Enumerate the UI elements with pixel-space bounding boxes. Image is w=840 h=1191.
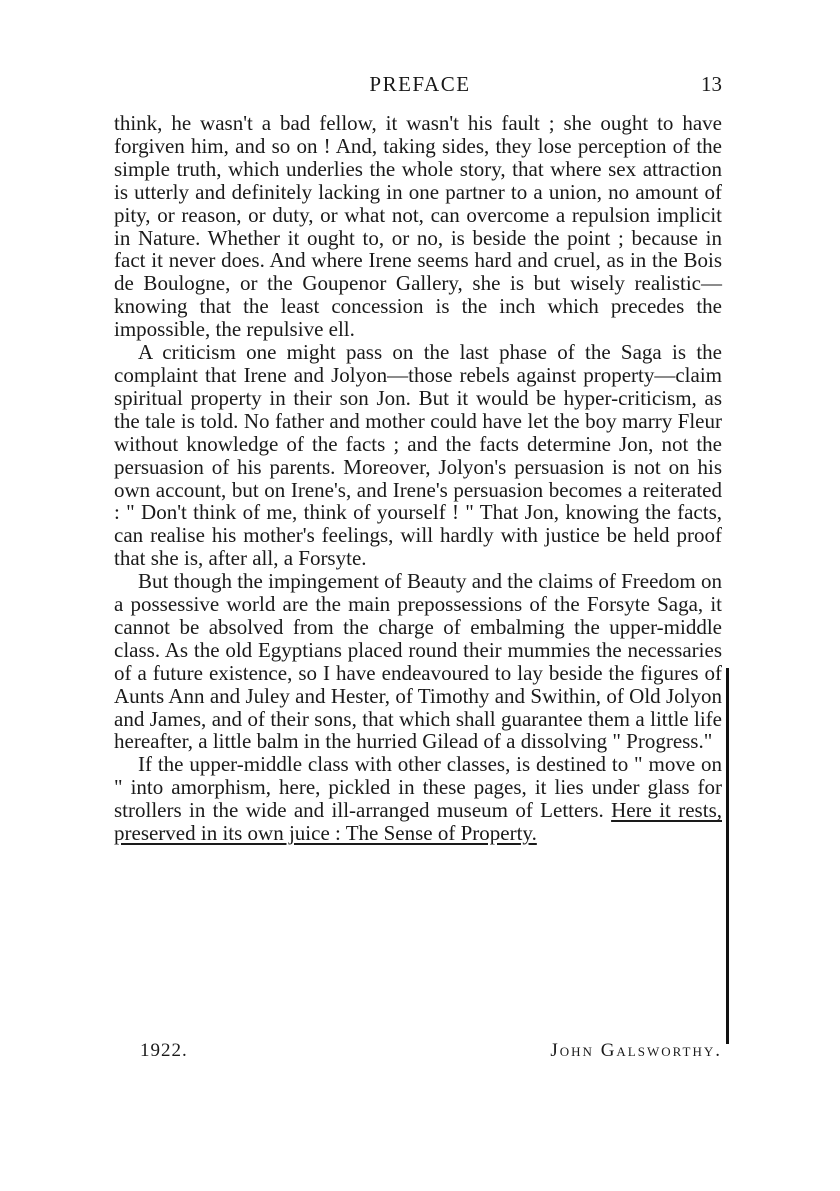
signature-year: 1922. — [140, 1040, 188, 1061]
running-title: PREFACE — [369, 72, 471, 96]
signature-row — [114, 1040, 722, 1064]
final-underlined-text: Here it rests, preserved in its own juice : The Sense of Property. — [114, 798, 722, 846]
final-paragraph-text: If the upper-middle class with other classes, is destined to " move on " into amorphism, here, pickled in these pages, it lies under glass for strollers in the wide and ill-arranged museum of Letters. — [114, 752, 722, 823]
running-head — [118, 72, 722, 100]
signature-author: John Galsworthy. — [550, 1040, 722, 1061]
margin-rule — [726, 668, 729, 1044]
paragraph-continuation: think, he wasn't a bad fellow, it wasn't his fault ; she ought to have forgiven him, and so on ! And, taking sides, they lose perception of the simple truth, which underlies the whole story, that where sex attraction is utterly and definitely lacking in one partner to a union, no amount of pity, or reason, or duty, or what not, can overcome a repulsion implicit in Nature. Whether it ought to, or no, is beside the point ; because in fact it never does. And where Irene seems hard and cruel, as in the Bois de Boulogne, or the Goupenor Gallery, she is but wisely realistic—knowing that the least concession is the inch which precedes the impossible, the repulsive ell. — [114, 111, 722, 342]
paragraph-criticism: A criticism one might pass on the last phase of the Saga is the complaint that Irene and Jolyon—those rebels against property—claim spiritual property in their son Jon. But it would be hyper-criticism, as the tale is told. No father and mother could have let the boy marry Fleur without knowledge of the facts ; and the facts determine Jon, not the persuasion of his parents. Moreover, Jolyon's persuasion is not on his own account, but on Irene's, and Irene's persuasion becomes a reiterated : " Don't think of me, think of yourself ! " That Jon, knowing the facts, can realise his mother's feelings, will hardly with justice be held proof that she is, after all, a Forsyte. — [114, 340, 722, 571]
preface-body — [114, 112, 722, 845]
paragraph-final — [114, 753, 722, 845]
page-number: 13 — [701, 72, 722, 96]
paragraph-embalming: But though the impingement of Beauty and the claims of Freedom on a possessive world are the main prepossessions of the Forsyte Saga, it cannot be absolved from the charge of embalming the upper-middle class. As the old Egyptians placed round their mummies the necessaries of a future existence, so I have endeavoured to lay beside the figures of Aunts Ann and Juley and Hester, of Timothy and Swithin, of Old Jolyon and James, and of their sons, that which shall guarantee them a little life hereafter, a little balm in the hurried Gilead of a dissolving " Progress." — [114, 569, 722, 754]
